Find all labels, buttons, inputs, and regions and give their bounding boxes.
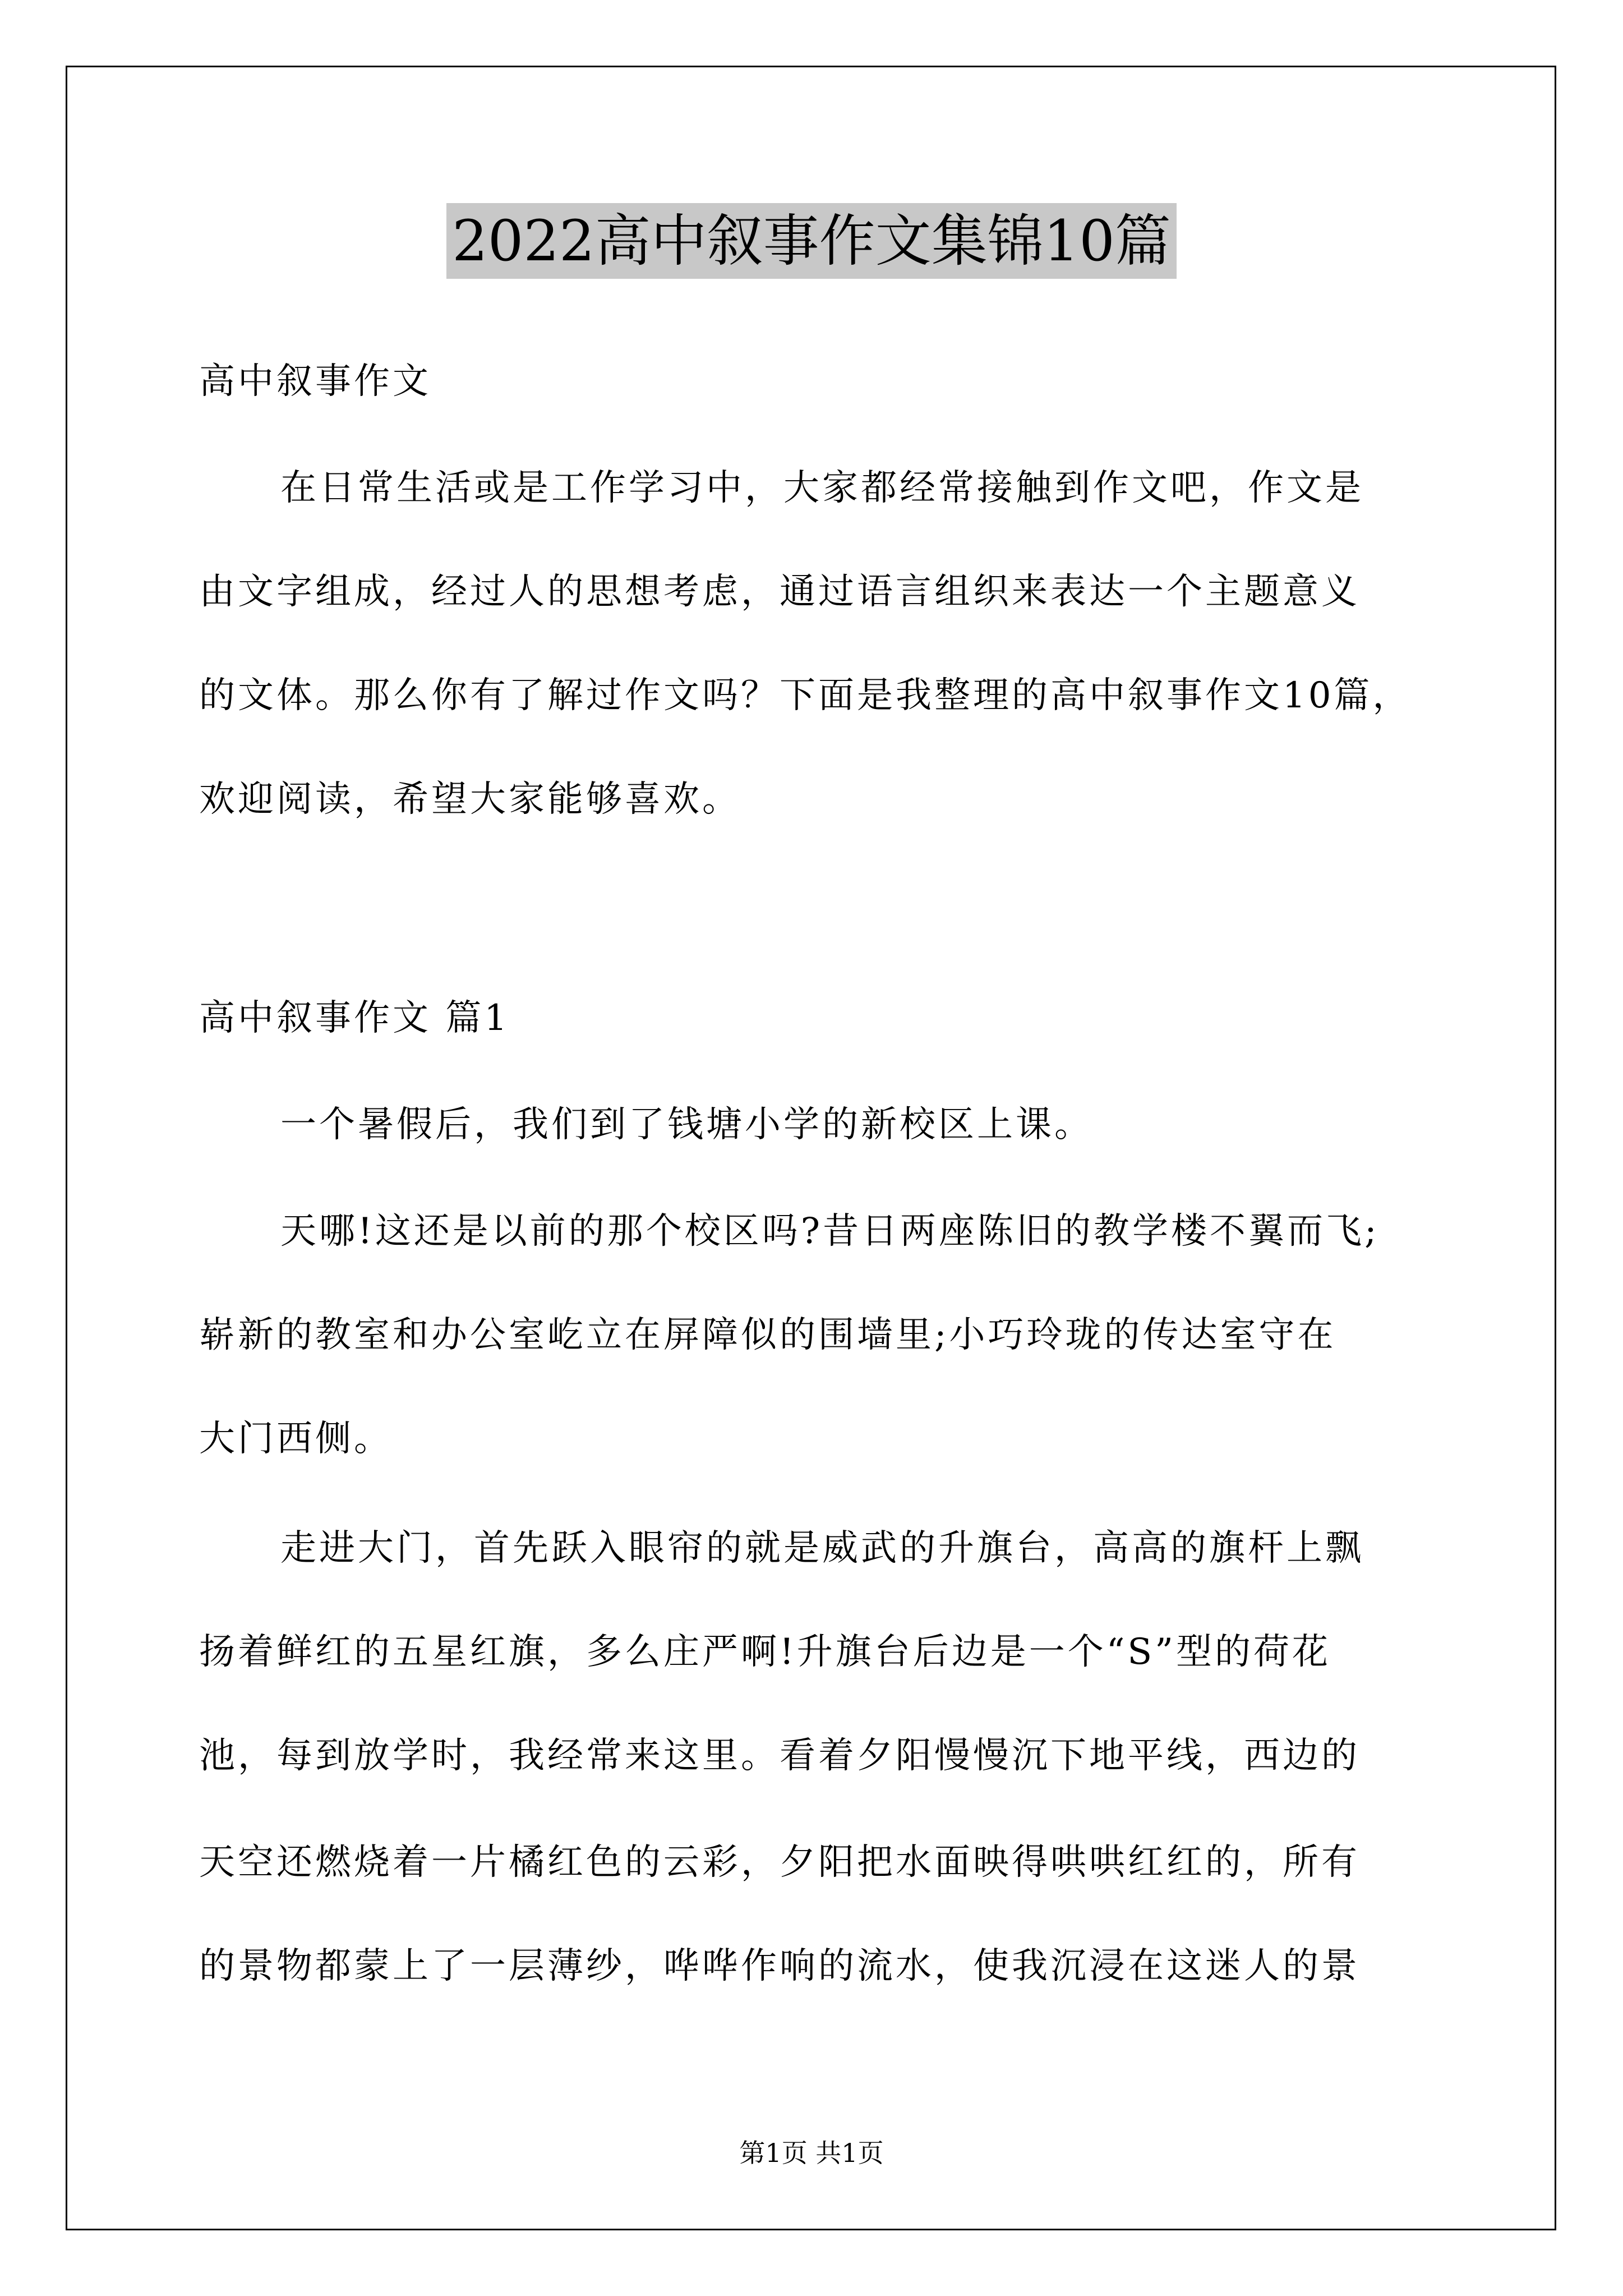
- body-line: 大门西侧。: [199, 1418, 393, 1460]
- body-line: 扬着鲜红的五星红旗，多么庄严啊!升旗台后边是一个“S”型的荷花: [199, 1631, 1331, 1673]
- title-container: [0, 203, 1623, 279]
- body-line: 一个暑假后，我们到了钱塘小学的新校区上课。: [280, 1104, 1093, 1145]
- page-footer: 第1页 共1页: [739, 2138, 884, 2168]
- body-line: 走进大门，首先跃入眼帘的就是威武的升旗台，高高的旗杆上飘: [280, 1527, 1364, 1569]
- body-line: 崭新的教室和办公室屹立在屏障似的围墙里;小巧玲珑的传达室守在: [199, 1314, 1336, 1356]
- document-title: 2022高中叙事作文集锦10篇: [446, 203, 1177, 279]
- intro-line: 在日常生活或是工作学习中，大家都经常接触到作文吧，作文是: [280, 467, 1364, 509]
- document-heading: 高中叙事作文: [199, 361, 431, 402]
- body-line: 天哪!这还是以前的那个校区吗?昔日两座陈旧的教学楼不翼而飞;: [280, 1211, 1380, 1252]
- body-line: 的景物都蒙上了一层薄纱，哗哗作响的流水，使我沉浸在这迷人的景: [199, 1945, 1360, 1987]
- section-heading: 高中叙事作文 篇1: [199, 997, 510, 1039]
- intro-line: 的文体。那么你有了解过作文吗？下面是我整理的高中叙事作文10篇，: [199, 675, 1412, 716]
- body-line: 天空还燃烧着一片橘红色的云彩，夕阳把水面映得哄哄红红的，所有: [199, 1842, 1360, 1883]
- intro-line: 由文字组成，经过人的思想考虑，通过语言组织来表达一个主题意义: [199, 571, 1360, 613]
- intro-line: 欢迎阅读，希望大家能够喜欢。: [199, 779, 741, 820]
- body-line: 池，每到放学时，我经常来这里。看着夕阳慢慢沉下地平线，西边的: [199, 1735, 1360, 1777]
